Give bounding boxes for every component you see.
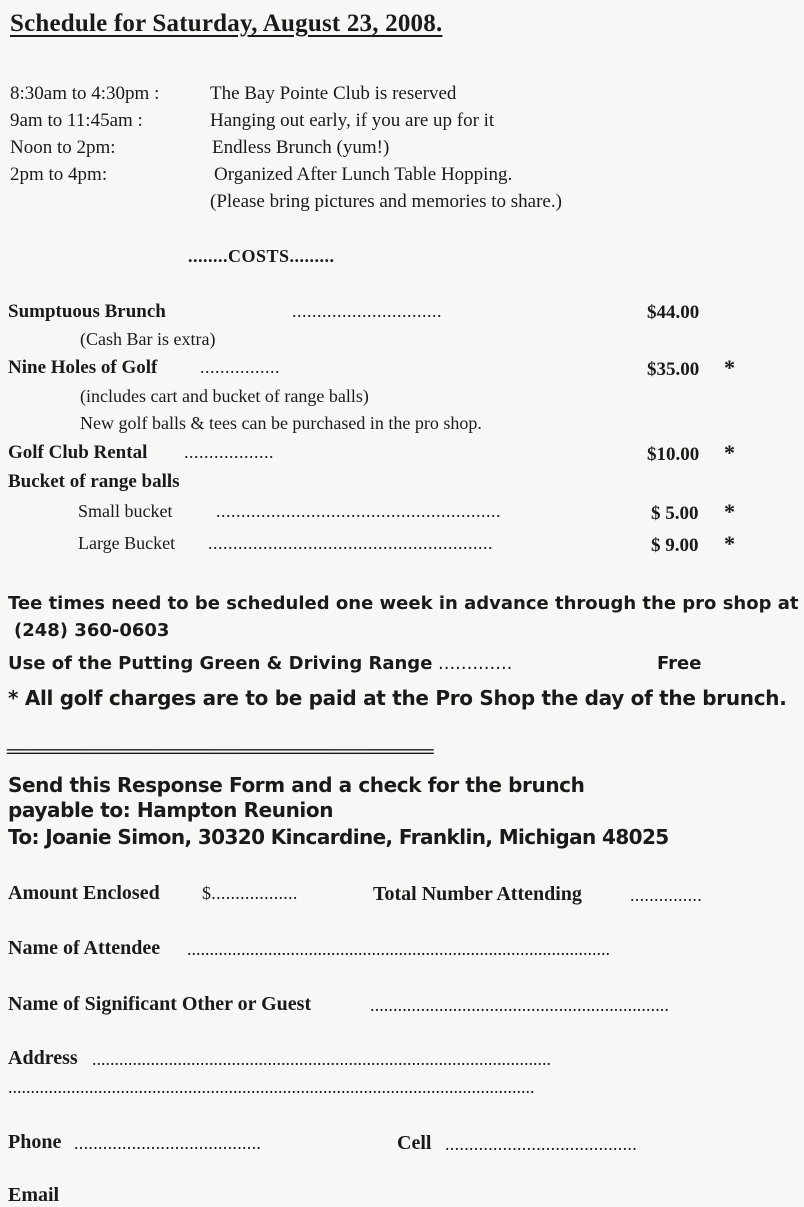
putting-green-value: Free — [657, 653, 702, 674]
schedule-time: 9am to 11:45am : — [10, 110, 143, 131]
send-form-line: Send this Response Form and a check for the brunch — [8, 773, 585, 797]
cell-label: Cell — [397, 1132, 432, 1154]
leader-dots: ................ — [200, 357, 280, 377]
cost-note: (Cash Bar is extra) — [80, 329, 216, 349]
schedule-desc: The Bay Pointe Club is reserved — [210, 83, 457, 104]
cost-item-name: Nine Holes of Golf — [8, 357, 158, 378]
attendee-name-label: Name of Attendee — [8, 937, 161, 959]
attendee-name-field[interactable]: .............................................................................................. — [187, 939, 610, 959]
divider-line: ================================================== — [6, 742, 433, 762]
email-label: Email — [8, 1184, 60, 1206]
pro-shop-phone: (248) 360-0603 — [14, 620, 170, 641]
address-label: Address — [8, 1047, 78, 1069]
asterisk-mark: * — [724, 499, 735, 524]
cost-item-name: Golf Club Rental — [8, 442, 148, 463]
golf-charges-note: * All golf charges are to be paid at the Pro Shop the day of the brunch. — [8, 686, 787, 710]
leader-dots: ......................................................... — [216, 501, 501, 521]
costs-heading: ........COSTS......... — [188, 246, 335, 266]
putting-green-label: Use of the Putting Green & Driving Range — [8, 653, 433, 674]
guest-name-label: Name of Significant Other or Guest — [8, 993, 312, 1015]
leader-dots: ............. — [438, 653, 513, 674]
tee-times-text: Tee times need to be scheduled one week in advance through the pro shop at — [8, 593, 799, 614]
address-field-line2[interactable]: ..................................................................................................................... — [8, 1077, 535, 1097]
cost-note: New golf balls & tees can be purchased in the pro shop. — [80, 413, 482, 433]
amount-enclosed-field[interactable]: $.................. — [202, 883, 298, 903]
guest-name-field[interactable]: ................................................................. — [370, 995, 669, 1015]
cost-price: $10.00 — [647, 444, 700, 465]
asterisk-mark: * — [724, 531, 735, 556]
schedule-desc: Organized After Lunch Table Hopping. — [214, 164, 513, 185]
total-attending-field[interactable]: ............... — [630, 885, 702, 905]
payable-to-line: payable to: Hampton Reunion — [8, 798, 334, 822]
cost-item-name: Small bucket — [78, 501, 173, 521]
mailing-address-line: To: Joanie Simon, 30320 Kincardine, Franklin, Michigan 48025 — [8, 825, 669, 849]
cost-note: (includes cart and bucket of range balls) — [80, 386, 369, 406]
asterisk-mark: * — [724, 355, 735, 380]
schedule-desc: Hanging out early, if you are up for it — [210, 110, 495, 131]
schedule-time: 8:30am to 4:30pm : — [10, 83, 160, 104]
cost-item-name: Sumptuous Brunch — [8, 301, 166, 322]
cell-field[interactable]: ........................................ — [445, 1134, 637, 1154]
schedule-time: Noon to 2pm: — [10, 137, 116, 158]
cost-item-name: Large Bucket — [78, 533, 176, 553]
address-field[interactable]: ...................................................................................................... — [92, 1049, 551, 1069]
cost-price: $35.00 — [647, 359, 700, 380]
schedule-time: 2pm to 4pm: — [10, 164, 108, 185]
leader-dots: .............................. — [292, 301, 442, 321]
leader-dots: ......................................................... — [208, 533, 493, 553]
cost-subheading: Bucket of range balls — [8, 471, 180, 492]
phone-label: Phone — [8, 1131, 62, 1153]
schedule-desc: Endless Brunch (yum!) — [212, 137, 390, 158]
asterisk-mark: * — [724, 440, 735, 465]
amount-enclosed-label: Amount Enclosed — [8, 882, 160, 904]
cost-price: $ 5.00 — [651, 503, 699, 524]
cost-price: $ 9.00 — [651, 535, 699, 556]
leader-dots: .................. — [184, 442, 274, 462]
cost-price: $44.00 — [647, 302, 700, 323]
page-title: Schedule for Saturday, August 23, 2008. — [10, 10, 443, 37]
phone-field[interactable]: ....................................... — [74, 1133, 262, 1153]
schedule-desc: (Please bring pictures and memories to share.) — [210, 191, 562, 212]
total-attending-label: Total Number Attending — [373, 883, 582, 905]
